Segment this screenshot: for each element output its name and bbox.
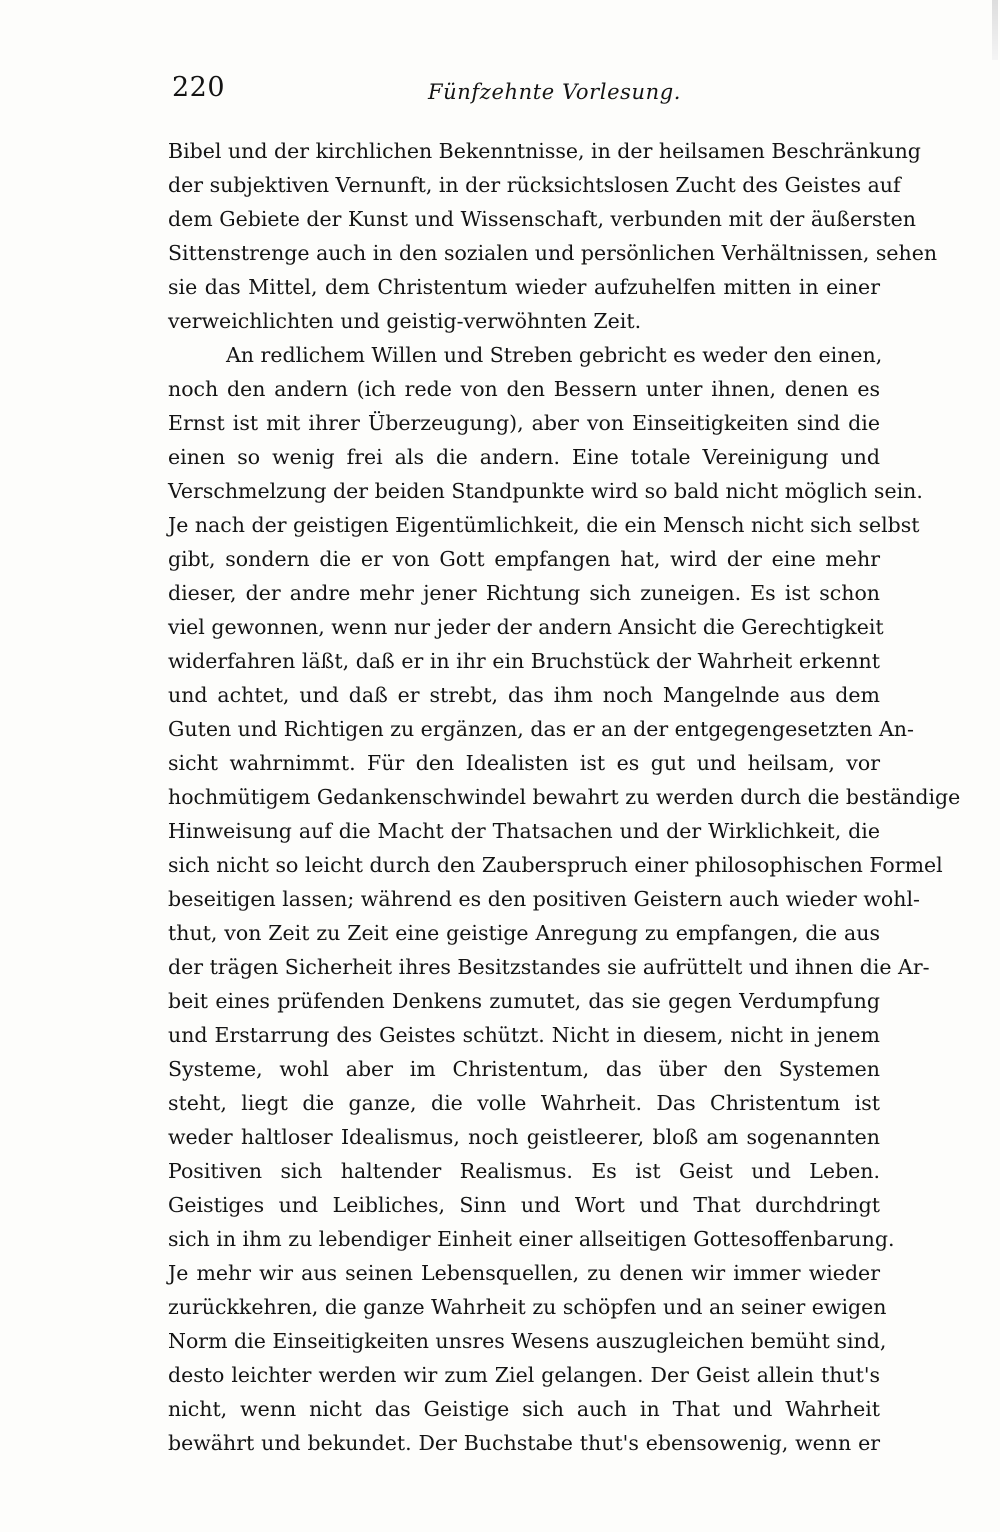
text-line: Norm die Einseitigkeiten unsres Wesens auszugleichen bemüht sind, [168, 1329, 887, 1353]
text-line: weder haltloser Idealismus, noch geistleerer, bloß am sogenannten [168, 1125, 880, 1149]
text-line: Hinweisung auf die Macht der Thatsachen und der Wirklichkeit, die [168, 819, 880, 843]
text-line: widerfahren läßt, daß er in ihr ein Bruchstück der Wahrheit erkennt [168, 649, 880, 673]
text-line: Je nach der geistigen Eigentümlichkeit, die ein Mensch nicht sich selbst [168, 513, 920, 537]
text-line: bewährt und bekundet. Der Buchstabe thut's ebensowenig, wenn er [168, 1431, 880, 1455]
text-line: dem Gebiete der Kunst und Wissenschaft, verbunden mit der äußersten [168, 207, 916, 231]
text-line: Sittenstrenge auch in den sozialen und persönlichen Verhältnissen, sehen [168, 241, 938, 265]
page-number: 220 [172, 72, 226, 103]
page-edge-mark [992, 0, 998, 60]
page-header [172, 72, 878, 112]
text-line: gibt, sondern die er von Gott empfangen hat, wird der eine mehr [168, 547, 880, 571]
text-line: sich in ihm zu lebendiger Einheit einer allseitigen Gottesoffenbarung. [168, 1227, 895, 1251]
running-title: Fünfzehnte Vorlesung. [428, 80, 682, 104]
text-line: der subjektiven Vernunft, in der rücksichtslosen Zucht des Geistes auf [168, 173, 901, 197]
text-line: Geistiges und Leibliches, Sinn und Wort und That durchdringt [168, 1193, 880, 1217]
text-line: desto leichter werden wir zum Ziel gelangen. Der Geist allein thut's [168, 1363, 880, 1387]
text-line: hochmütigem Gedankenschwindel bewahrt zu werden durch die beständige [168, 785, 961, 809]
text-line: zurückkehren, die ganze Wahrheit zu schöpfen und an seiner ewigen [168, 1295, 887, 1319]
text-line: steht, liegt die ganze, die volle Wahrheit. Das Christentum ist [168, 1091, 880, 1115]
text-line: viel gewonnen, wenn nur jeder der andern Ansicht die Gerechtigkeit [168, 615, 884, 639]
text-line: Verschmelzung der beiden Standpunkte wird so bald nicht möglich sein. [168, 479, 923, 503]
text-line: sie das Mittel, dem Christentum wieder aufzuhelfen mitten in einer [168, 275, 880, 299]
text-line: einen so wenig frei als die andern. Eine totale Vereinigung und [168, 445, 880, 469]
text-line: nicht, wenn nicht das Geistige sich auch in That und Wahrheit [168, 1397, 880, 1421]
text-line: Bibel und der kirchlichen Bekenntnisse, in der heilsamen Beschränkung [168, 139, 921, 163]
text-line: Je mehr wir aus seinen Lebensquellen, zu denen wir immer wieder [168, 1261, 880, 1285]
text-line: Ernst ist mit ihrer Überzeugung), aber von Einseitigkeiten sind die [168, 411, 880, 435]
text-line: An redlichem Willen und Streben gebricht es weder den einen, [226, 343, 883, 367]
text-line: beseitigen lassen; während es den positiven Geistern auch wieder wohl- [168, 887, 920, 911]
text-line: verweichlichten und geistig-verwöhnten Zeit. [168, 309, 642, 333]
text-line: beit eines prüfenden Denkens zumutet, das sie gegen Verdumpfung [168, 989, 880, 1013]
body-text [168, 134, 961, 1460]
text-line: und achtet, und daß er strebt, das ihm noch Mangelnde aus dem [168, 683, 880, 707]
text-line: und Erstarrung des Geistes schützt. Nicht in diesem, nicht in jenem [168, 1023, 880, 1047]
text-line: sicht wahrnimmt. Für den Idealisten ist es gut und heilsam, vor [168, 751, 880, 775]
text-line: Systeme, wohl aber im Christentum, das über den Systemen [168, 1057, 880, 1081]
text-line: Guten und Richtigen zu ergänzen, das er an der entgegengesetzten An- [168, 717, 914, 741]
text-line: dieser, der andre mehr jener Richtung sich zuneigen. Es ist schon [168, 581, 880, 605]
text-line: Positiven sich haltender Realismus. Es ist Geist und Leben. [168, 1159, 880, 1183]
text-line: sich nicht so leicht durch den Zauberspruch einer philosophischen Formel [168, 853, 943, 877]
text-line: thut, von Zeit zu Zeit eine geistige Anregung zu empfangen, die aus [168, 921, 880, 945]
text-line: der trägen Sicherheit ihres Besitzstandes sie aufrüttelt und ihnen die Ar- [168, 955, 930, 979]
text-line: noch den andern (ich rede von den Bessern unter ihnen, denen es [168, 377, 880, 401]
